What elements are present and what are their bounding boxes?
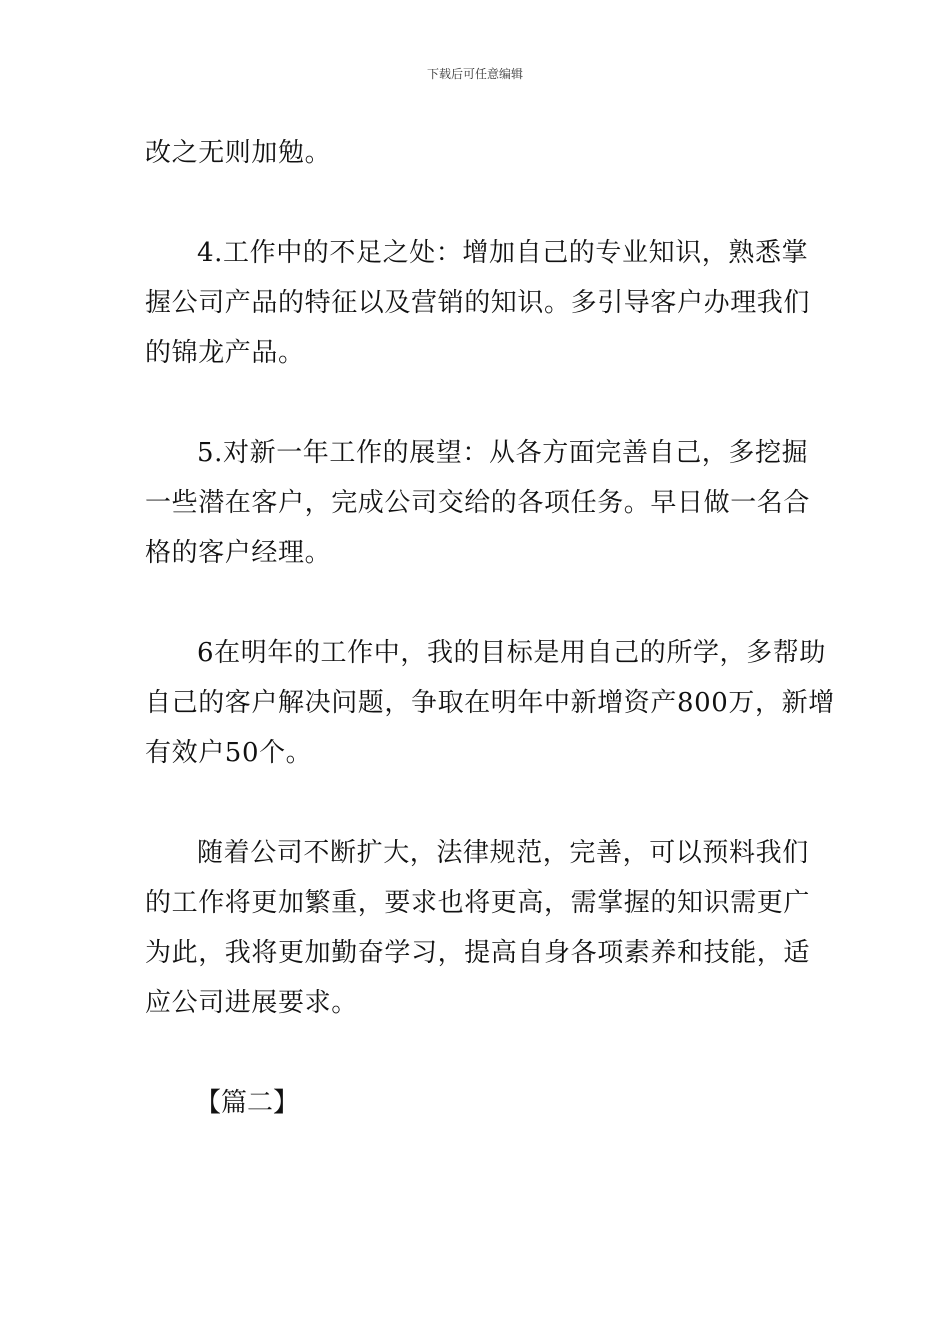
paragraph-5-line-2: 的工作将更加繁重，要求也将更高，需掌握的知识需更广 xyxy=(145,888,811,918)
paragraph-gap xyxy=(145,578,807,628)
paragraph-3-line-3: 格的客户经理。 xyxy=(145,538,332,568)
paragraph-gap xyxy=(145,778,807,828)
paragraph-1-line-1: 改之无则加勉。 xyxy=(145,138,332,168)
page-header-note: 下载后可任意编辑 xyxy=(426,67,523,81)
paragraph-4-line-1: 6在明年的工作中，我的目标是用自己的所学，多帮助 xyxy=(197,638,826,668)
paragraph-gap xyxy=(145,378,807,428)
paragraph-3-line-1: 5.对新一年工作的展望：从各方面完善自己，多挖掘 xyxy=(197,438,809,468)
section-heading: 【篇二】 xyxy=(195,1088,300,1118)
paragraph-2-line-3: 的锦龙产品。 xyxy=(145,338,305,368)
paragraph-gap xyxy=(145,1028,807,1078)
paragraph-5-line-3: 为此，我将更加勤奋学习，提高自身各项素养和技能，适 xyxy=(145,938,811,968)
paragraph-5-line-1: 随着公司不断扩大，法律规范，完善，可以预料我们 xyxy=(197,838,809,868)
paragraph-4-line-3: 有效户50个。 xyxy=(145,738,313,768)
paragraph-gap xyxy=(145,178,807,228)
paragraph-4-line-2: 自己的客户解决问题，争取在明年中新增资产800万，新增 xyxy=(145,688,835,718)
paragraph-5-line-4: 应公司进展要求。 xyxy=(145,988,358,1018)
paragraph-2-line-2: 握公司产品的特征以及营销的知识。多引导客户办理我们 xyxy=(145,288,811,318)
document-body xyxy=(145,128,835,1128)
paragraph-3-line-2: 一些潜在客户，完成公司交给的各项任务。早日做一名合 xyxy=(145,488,811,518)
paragraph-2-line-1: 4.工作中的不足之处：增加自己的专业知识，熟悉掌 xyxy=(197,238,809,268)
